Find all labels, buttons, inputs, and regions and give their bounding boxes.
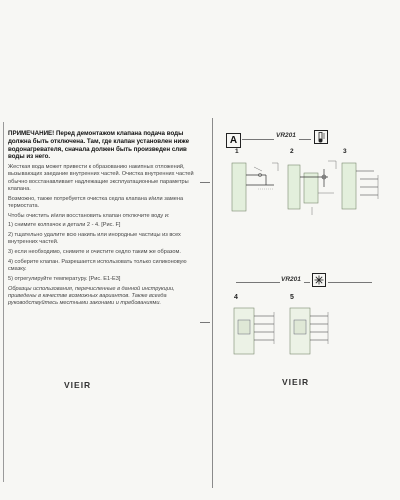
fold-tick-mark [200,322,210,323]
section-rule [328,282,372,283]
model-label-middle: VR201 [281,276,301,283]
instruction-step-5: 5) отрегулируйте температуру. [Рис. E1-E3] [8,275,121,282]
paragraph-seat-cleaning: Возможно, также потребуется очистка седла клапана и/или замена термостата. [8,195,184,209]
brand-logo-right: VIEIR [282,377,310,387]
left-page-edge [3,122,4,482]
model-label-top: VR201 [276,132,296,139]
section-rule [304,282,310,283]
warning-note: ПРИМЕЧАНИЕ! Перед демонтажом клапана подача воды должна быть отключена. Там, где клапан установлен ниже водонагревателя, сначала должен быть произведен слив воды из него. [8,130,190,161]
snowflake-icon [312,273,326,287]
paragraph-instructions-intro: Чтобы очистить и/или восстановить клапан отключите воду и: [8,212,170,219]
instruction-step-4: 4) соберите клапан. Разрешается использовать только силиконовую смазку. [8,258,187,273]
instruction-step-2: 2) тщательно удалите всю накипь или инородные частицы из всех внутренних частей. [8,232,181,246]
center-fold-line [212,118,213,488]
instruction-step-1: 1) снимите колпачок и детали 2 - 4. [Рис. F] [8,222,121,229]
fold-tick-mark [200,182,210,183]
left-page-text [8,130,198,310]
figure-step-3-valve-drawing [338,155,388,215]
step-number-2: 2 [290,148,294,155]
header-rule [242,139,274,140]
instruction-step-3: 3) если необходимо, снимите и очистите седло таким же образом. [8,249,181,256]
step-number-4: 4 [234,294,238,301]
figure-section-badge: A [226,133,241,148]
figure-step-2-valve-drawing [284,155,340,219]
header-rule [299,139,311,140]
section-rule [236,282,280,283]
paragraph-hard-water: Жесткая вода может привести к образованию накипных отложений, вызывающих заедание внутренних частей. Очистка внутренних частей обычно восстанавливает надлежащие эксплуатационные параметры клапана. [8,164,194,192]
figure-step-4-valve-drawing [228,302,284,360]
thermometer-icon [314,130,328,144]
figure-step-5-valve-drawing [284,302,340,360]
disclaimer-text: Образцы использования, перечисленные в данной инструкции, приведены в качестве возможных вариантов. Также всегда руководствуйтесь местными законами и требованиями. [8,285,175,307]
figure-step-1-valve-drawing [228,155,282,217]
step-number-5: 5 [290,294,294,301]
step-number-3: 3 [343,148,347,155]
brand-logo-left: VIEIR [64,380,92,390]
step-number-1: 1 [235,148,239,155]
